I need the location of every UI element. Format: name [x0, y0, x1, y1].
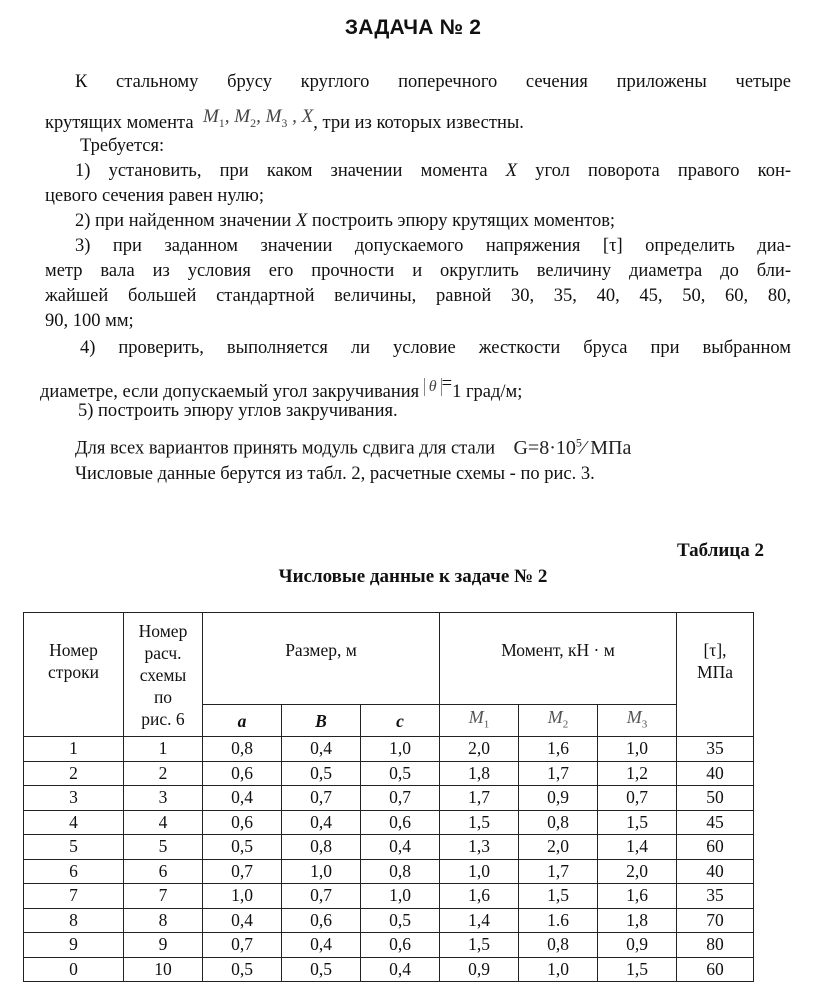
shear-modulus-line: Для всех вариантов принять модуль сдвига для стали $G=8\cdot 10^5⁄$ МПа	[75, 435, 632, 459]
item-1-line-2: цевого сечения равен нулю;	[45, 186, 264, 206]
source-note: Числовые данные берутся из табл. 2, расчетные схемы - по рис. 3.	[75, 464, 595, 484]
page-title: ЗАДАЧА № 2	[344, 16, 482, 39]
intro-suffix: , три из которых известны.	[313, 113, 524, 133]
table-row: 7 7 1,0 0,7 1,0 1,6 1,5 1,6 35	[24, 884, 754, 909]
item-3-line-1: 3) при заданном значении допускаемого напряжения [τ] определить диа-	[75, 236, 791, 256]
header-b: B	[282, 705, 361, 737]
moments-formula: $M_1$, $M_2$, $M_3$ , X	[202, 106, 314, 130]
table-row: 5 5 0,5 0,8 0,4 1,3 2,0 1,4 60	[24, 835, 754, 860]
table-row: 3 3 0,4 0,7 0,7 1,7 0,9 0,7 50	[24, 786, 754, 811]
header-moment: Момент, кН · м	[440, 613, 677, 705]
header-c: c	[361, 705, 440, 737]
item-3-line-2: метр вала из условия его прочности и округлить величину диаметра до бли-	[45, 261, 791, 281]
table-row: 2 2 0,6 0,5 0,5 1,8 1,7 1,2 40	[24, 761, 754, 786]
header-size: Размер, м	[203, 613, 440, 705]
data-table	[23, 612, 754, 982]
intro-line-2	[45, 106, 524, 134]
table-row: 4 4 0,6 0,4 0,6 1,5 0,8 1,5 45	[24, 810, 754, 835]
table-title: Числовые данные к задаче № 2	[278, 566, 548, 587]
item-4-line-2: диаметре, если допускаемый угол закручивания θ =1 град/м;	[40, 374, 523, 402]
item-3-line-4: 90, 100 мм;	[45, 311, 134, 331]
header-m2: $M_2$	[519, 705, 598, 737]
intro-text: крутящих момента	[45, 113, 194, 133]
table-row: 1 1 0,8 0,4 1,0 2,0 1,6 1,0 35	[24, 737, 754, 762]
table-row: 6 6 0,7 1,0 0,8 1,0 1,7 2,0 40	[24, 859, 754, 884]
requires-label: Требуется:	[80, 136, 165, 156]
header-scheme-number: Номер расч. схемы по рис. 6	[124, 613, 203, 737]
item-3-line-3: жайшей большей стандартной величины, равной 30, 35, 40, 45, 50, 60, 80,	[45, 286, 791, 306]
table-row: 0 10 0,5 0,5 0,4 0,9 1,0 1,5 60	[24, 957, 754, 982]
intro-line-1: К стальному брусу круглого поперечного сечения приложены четыре	[75, 72, 791, 92]
table-row: 8 8 0,4 0,6 0,5 1,4 1.6 1,8 70	[24, 908, 754, 933]
header-a: a	[203, 705, 282, 737]
item-5: 5) построить эпюру углов закручивания.	[78, 401, 398, 421]
header-m1: $M_1$	[440, 705, 519, 737]
item-4-line-1: 4) проверить, выполняется ли условие жесткости бруса при выбранном	[80, 338, 791, 358]
table-row: 9 9 0,7 0,4 0,6 1,5 0,8 0,9 80	[24, 933, 754, 958]
theta-symbol: θ	[424, 378, 442, 396]
table-caption: Таблица 2	[676, 540, 764, 561]
shear-modulus-formula: $G=8\cdot 10^5⁄$ МПа	[513, 435, 632, 459]
header-row-number: Номер строки	[24, 613, 124, 737]
item-1-line-1: 1) установить, при каком значении момента X угол поворота правого кон-	[75, 161, 792, 181]
item-2: 2) при найденном значении X построить эпюру крутящих моментов;	[75, 211, 616, 231]
header-tau: [τ], МПа	[677, 613, 754, 737]
header-m3: $M_3$	[598, 705, 677, 737]
